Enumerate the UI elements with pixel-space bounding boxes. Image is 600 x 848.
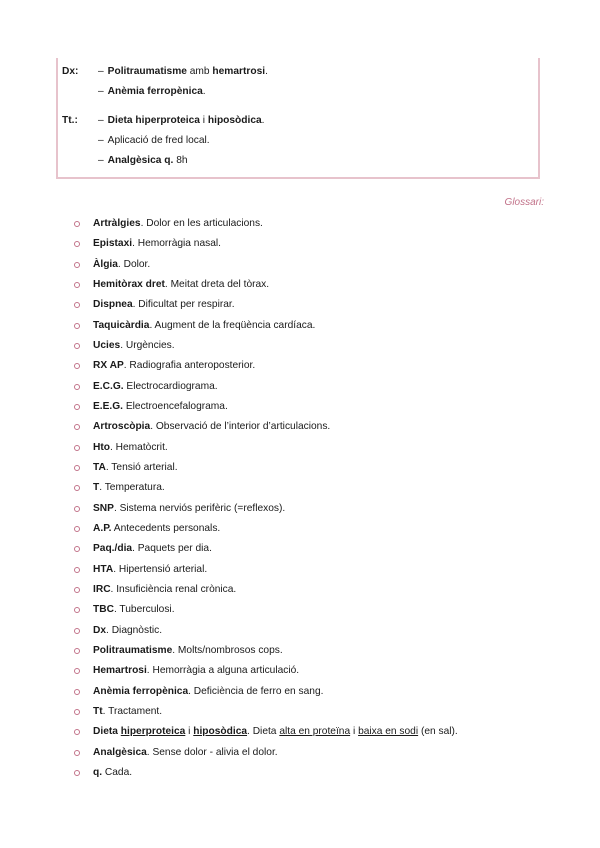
- bullet-circle-icon: [74, 506, 80, 512]
- glossary-definition: Electroencefalograma.: [123, 400, 228, 412]
- tt-text: i: [199, 115, 208, 126]
- glossary-definition: . Deficiència de ferro en sang.: [188, 685, 324, 697]
- glossary-definition: . Hematòcrit.: [109, 441, 168, 453]
- bullet-circle-icon: [74, 465, 80, 471]
- bullet-circle-icon: [74, 567, 80, 573]
- definition-underlined: baixa en sodi: [358, 726, 419, 738]
- bullet-circle-icon: [74, 587, 80, 593]
- bullet-circle-icon: [74, 323, 80, 329]
- glossary-entry: [93, 541, 212, 557]
- bullet-circle-icon: [74, 221, 80, 227]
- bullet-circle-icon: [74, 424, 80, 430]
- bullet-circle-icon: [74, 628, 80, 634]
- glossary-definition: . Meitat dreta del tòrax.: [164, 278, 270, 290]
- text: i: [350, 726, 359, 738]
- bullet-circle-icon: [74, 770, 80, 776]
- glossary-term: Dieta: [93, 726, 118, 738]
- tt-text: .: [261, 115, 265, 126]
- glossary-entry: [93, 338, 175, 354]
- glossary-definition: . Diagnòstic.: [106, 624, 163, 636]
- glossary-definition: Electrocardiograma.: [123, 380, 218, 392]
- glossary-title: Glossari:: [504, 197, 544, 208]
- glossary-term: Analgèsica: [93, 746, 147, 758]
- text: (en sal).: [418, 726, 458, 738]
- glossary-entry: [93, 501, 285, 517]
- dx-text: amb: [186, 66, 213, 77]
- tt-text: 8h: [173, 155, 188, 166]
- glossary-entry: [93, 562, 207, 578]
- glossary-term: Tt: [93, 705, 103, 717]
- text: i: [185, 726, 194, 738]
- bullet-circle-icon: [74, 750, 80, 756]
- bullet-circle-icon: [74, 262, 80, 268]
- glossary-term-underlined: hiposòdica: [193, 726, 248, 738]
- glossary-definition: . Tuberculosi.: [113, 604, 175, 616]
- bullet-circle-icon: [74, 485, 80, 491]
- glossary-entry: [93, 582, 236, 598]
- glossary-definition: . Temperatura.: [99, 482, 165, 494]
- glossary-term: IRC: [93, 583, 111, 595]
- tt-line-3: [98, 155, 188, 166]
- glossary-term: Paq./dia: [93, 543, 133, 555]
- glossary-definition: . Tractament.: [102, 705, 163, 717]
- glossary-definition: . Dificultat per respirar.: [132, 299, 235, 311]
- glossary-definition: . Observació de l’interior d’articulacions.: [150, 421, 331, 433]
- dx-line-2: [98, 86, 206, 97]
- glossary-definition: . Hemorràgia a alguna articulació.: [146, 665, 300, 677]
- glossary-entry: [93, 460, 178, 476]
- glossary-definition: . Tensió arterial.: [105, 461, 178, 473]
- dx-text: .: [202, 86, 206, 97]
- glossary-term: RX AP: [93, 360, 124, 372]
- glossary-term-underlined: hiperproteica: [120, 726, 186, 738]
- glossary-term: Anèmia ferropènica: [93, 685, 189, 697]
- glossary-definition: . Hemorràgia nasal.: [132, 238, 221, 250]
- glossary-definition: . Urgències.: [120, 339, 175, 351]
- glossary-term: Politraumatisme: [93, 644, 173, 656]
- glossary-definition: . Molts/nombrosos cops.: [172, 644, 283, 656]
- glossary-term: Hemartrosi: [93, 665, 147, 677]
- glossary-definition: . Dolor.: [117, 258, 151, 270]
- definition-underlined: alta en proteïna: [279, 726, 351, 738]
- bullet-circle-icon: [74, 668, 80, 674]
- glossary-entry: [93, 419, 330, 435]
- bullet-circle-icon: [74, 445, 80, 451]
- bullet-circle-icon: [74, 709, 80, 715]
- dx-label: Dx:: [62, 66, 79, 77]
- tt-term: hiposòdica: [207, 115, 262, 126]
- dash: –: [98, 115, 104, 126]
- glossary-entry: [93, 724, 458, 740]
- glossary-term: Ucies: [93, 339, 121, 351]
- glossary-entry: [93, 623, 162, 639]
- dx-term: Anèmia ferropènica: [107, 86, 203, 97]
- glossary-definition: . Sistema nerviós perifèric (=reflexos).: [113, 502, 286, 514]
- glossary-entry: [93, 480, 165, 496]
- glossary-definition: . Insuficiència renal crònica.: [110, 583, 237, 595]
- glossary-entry: [93, 704, 162, 720]
- dash: –: [98, 66, 104, 77]
- glossary-term: Dispnea: [93, 299, 133, 311]
- bullet-circle-icon: [74, 363, 80, 369]
- bullet-circle-icon: [74, 404, 80, 410]
- glossary-term: TA: [93, 461, 106, 473]
- glossary-entry: [93, 379, 218, 395]
- dash: –: [98, 86, 104, 97]
- glossary-entry: [93, 399, 228, 415]
- bullet-circle-icon: [74, 526, 80, 532]
- glossary-entry: [93, 684, 323, 700]
- dx-text: .: [265, 66, 268, 77]
- tt-line-1: [98, 115, 265, 126]
- bullet-circle-icon: [74, 343, 80, 349]
- glossary-definition: Cada.: [102, 766, 133, 778]
- glossary-term: TBC: [93, 604, 114, 616]
- glossary-term: Hto: [93, 441, 110, 453]
- glossary-term: Àlgia: [93, 258, 118, 270]
- glossary-entry: [93, 257, 150, 273]
- dx-line-1: [98, 66, 268, 77]
- glossary-term: SNP: [93, 502, 114, 514]
- glossary-definition: Antecedents personals.: [111, 522, 221, 534]
- glossary-term: Dx: [93, 624, 107, 636]
- tt-term: Analgèsica q.: [107, 155, 174, 166]
- tt-line-2: [98, 135, 210, 146]
- text: . Dieta: [247, 726, 280, 738]
- glossary-entry: [93, 236, 221, 252]
- bullet-circle-icon: [74, 384, 80, 390]
- glossary-entry: [93, 602, 175, 618]
- glossary-entry: [93, 765, 132, 781]
- glossary-entry: [93, 663, 299, 679]
- glossary-entry: [93, 521, 220, 537]
- glossary-term: Artràlgies: [93, 218, 141, 229]
- dash: –: [98, 155, 104, 166]
- glossary-definition: . Sense dolor - alivia el dolor.: [146, 746, 278, 758]
- glossary-entry: [93, 745, 278, 761]
- glossary-term: Hemitòrax dret: [93, 278, 165, 290]
- glossary-entry: [93, 440, 168, 456]
- bullet-circle-icon: [74, 729, 80, 735]
- glossary-term: Taquicàrdia: [93, 319, 150, 331]
- glossary-term: A.P.: [93, 522, 112, 534]
- glossary-term: E.C.G.: [93, 380, 124, 392]
- glossary-entry: [93, 277, 269, 293]
- dx-term: Politraumatisme: [107, 66, 187, 77]
- glossary-definition: . Paquets per dia.: [132, 543, 212, 555]
- glossary-term: Artroscòpia: [93, 421, 151, 433]
- glossary-term: Epistaxi: [93, 238, 133, 250]
- bullet-circle-icon: [74, 648, 80, 654]
- bullet-circle-icon: [74, 607, 80, 613]
- tt-text: Aplicació de fred local.: [107, 135, 210, 146]
- glossary-term: q.: [93, 766, 103, 778]
- bullet-circle-icon: [74, 282, 80, 288]
- glossary-entry: [93, 216, 263, 232]
- glossary-entry: [93, 358, 255, 374]
- glossary-term: HTA: [93, 563, 114, 575]
- glossary-entry: [93, 318, 315, 334]
- bullet-circle-icon: [74, 546, 80, 552]
- glossary-definition: . Dolor en les articulacions.: [140, 218, 263, 229]
- glossary-term: T: [93, 482, 100, 494]
- glossary-definition: . Augment de la freqüència cardíaca.: [149, 319, 316, 331]
- dash: –: [98, 135, 104, 146]
- case-summary-box: [56, 58, 540, 179]
- glossary-term: E.E.G.: [93, 400, 124, 412]
- glossary-definition: . Radiografia anteroposterior.: [123, 360, 256, 372]
- bullet-circle-icon: [74, 302, 80, 308]
- tt-label: Tt.:: [62, 115, 78, 126]
- glossary-entry: [93, 297, 235, 313]
- glossary-entry: [93, 643, 283, 659]
- glossary-definition: . Hipertensió arterial.: [113, 563, 208, 575]
- bullet-circle-icon: [74, 241, 80, 247]
- dx-term: hemartrosi: [212, 66, 266, 77]
- tt-term: Dieta hiperproteica: [107, 115, 200, 126]
- bullet-circle-icon: [74, 689, 80, 695]
